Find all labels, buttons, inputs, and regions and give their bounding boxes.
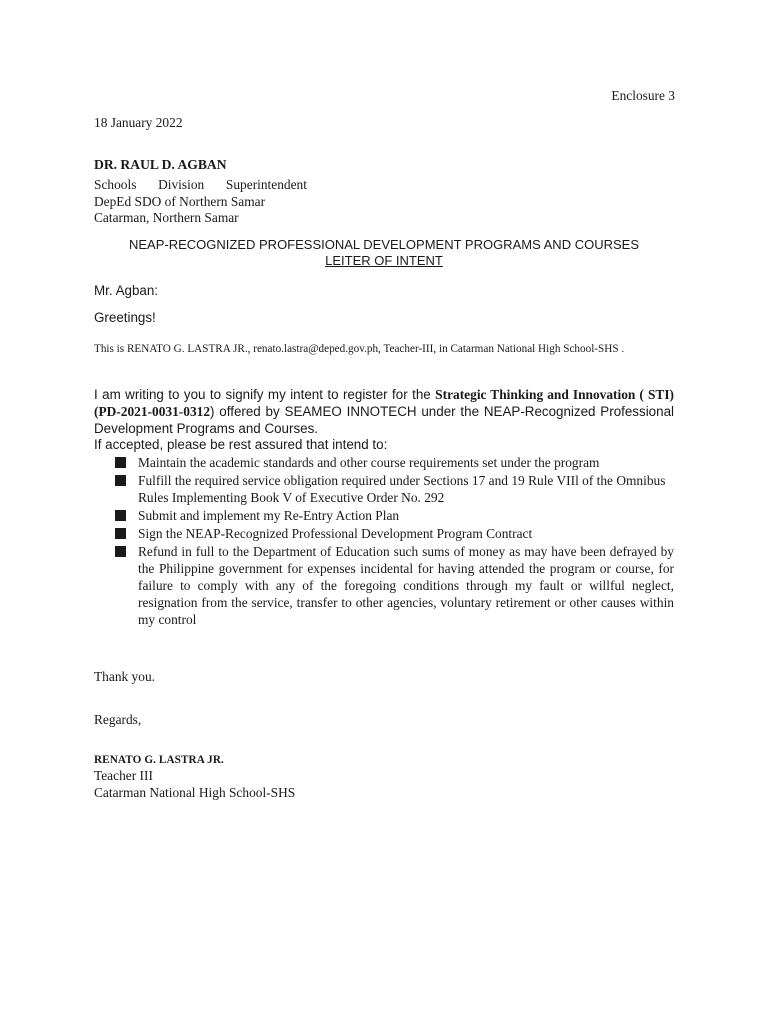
letter-subheading: LEITER OF INTENT [325, 253, 443, 268]
list-item [115, 525, 674, 542]
recipient-position-word: Schools [94, 177, 137, 192]
recipient-office: DepEd SDO of Northern Samar [94, 194, 266, 209]
list-item-continuation: Rules Implementing Book V of Executive Order No. 292 [138, 490, 445, 505]
signatory-school: Catarman National High School-SHS [94, 785, 296, 800]
square-bullet-icon [115, 510, 126, 521]
salutation: Mr. Agban: [94, 283, 159, 298]
program-title: Strategic Thinking and Innovation ( STI) (PD-2021-0031-0312 [94, 387, 674, 419]
recipient-name: DR. RAUL D. AGBAN [94, 157, 227, 172]
square-bullet-icon [115, 528, 126, 539]
intro-paragraph: This is RENATO G. LASTRA JR., renato.lastra@deped.gov.ph, Teacher-III, in Catarman National High School-SHS . [94, 343, 625, 355]
recipient-address: Catarman, Northern Samar [94, 210, 239, 225]
recipient-position [94, 177, 307, 193]
square-bullet-icon [115, 475, 126, 486]
list-item [115, 507, 674, 524]
recipient-position-word: Superintendent [225, 177, 307, 192]
list-item [115, 543, 674, 628]
body-text-part2: ) offered by SEAMEO INNOTECH under the NEAP-Recognized Professional Development Programs and Courses. [94, 404, 674, 436]
body-paragraph [94, 386, 674, 437]
body-text-part1: I am writing to you to signify my intent to register for the [94, 387, 436, 402]
signatory-name: RENATO G. LASTRA JR. [94, 754, 224, 766]
letter-heading: NEAP-RECOGNIZED PROFESSIONAL DEVELOPMENT PROGRAMS AND COURSES [129, 237, 639, 252]
list-item-text: Submit and implement my Re-Entry Action Plan [138, 508, 400, 523]
signatory-title: Teacher III [94, 768, 153, 783]
list-item [115, 472, 674, 506]
square-bullet-icon [115, 457, 126, 468]
recipient-position-word: Division [158, 177, 205, 192]
list-item-text: Maintain the academic standards and other course requirements set under the program [138, 455, 600, 470]
list-item-text: Sign the NEAP-Recognized Professional Development Program Contract [138, 526, 533, 541]
list-item [115, 454, 674, 471]
square-bullet-icon [115, 546, 126, 557]
commitments-list [115, 454, 674, 629]
letter-date: 18 January 2022 [94, 115, 183, 130]
list-item-text: Fulfill the required service obligation required under Sections 17 and 19 Rule VIIl of the Omnibus [138, 473, 666, 488]
greetings: Greetings! [94, 310, 156, 325]
enclosure-label: Enclosure 3 [611, 88, 675, 103]
list-item-text: Refund in full to the Department of Education such sums of money as may have been defrayed by the Philippine government for expenses incidental for having attended the program or course, for failure to comply with any of the foregoing conditions through my fault or willful neglect, resignation from the service, transfer to other agencies, voluntary retirement or other causes within my control [138, 544, 674, 627]
closing-thanks: Thank you. [94, 669, 155, 684]
conditions-intro: If accepted, please be rest assured that intend to: [94, 437, 388, 452]
closing-regards: Regards, [94, 712, 142, 727]
